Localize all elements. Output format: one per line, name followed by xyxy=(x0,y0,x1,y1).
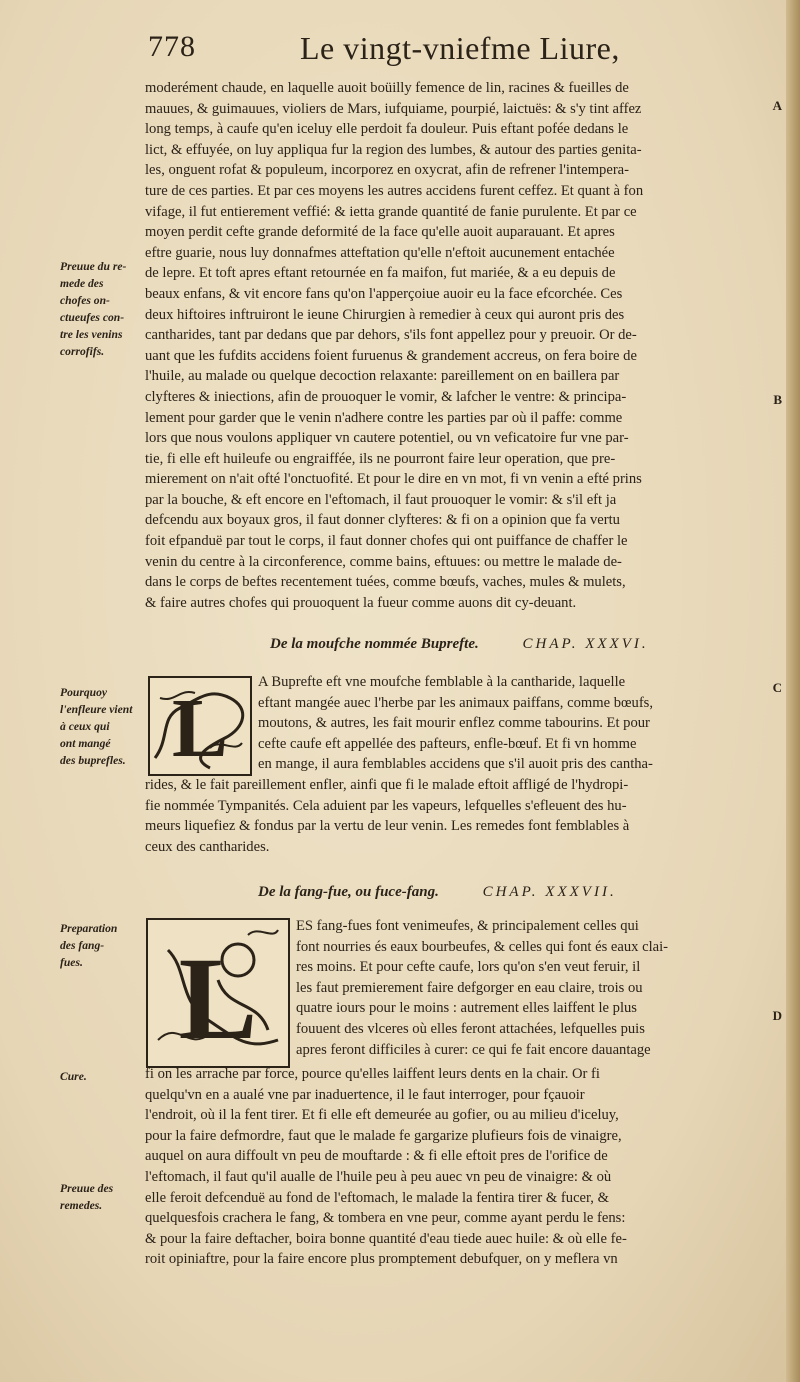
margin-note-line: Cure. xyxy=(60,1070,87,1083)
text-line: apres feront difficiles à curer: ce qui fe fait encore dauantage xyxy=(296,1041,651,1058)
margin-note-cure xyxy=(60,1068,144,1085)
margin-note-preparation xyxy=(60,920,144,971)
page-edge-shadow xyxy=(786,0,800,1382)
margin-note-line: mede des xyxy=(60,277,104,290)
text-line: moderément chaude, en laquelle auoit boüilly femence de lin, racines & fueilles de xyxy=(145,80,629,96)
text-line: long temps, à caufe qu'en iceluy elle perdoit fa douleur. Puis eftant pofée dedans le xyxy=(145,121,629,138)
text-line: dans le corps de beftes recentement tuées, comme bœufs, vaches, mules & mulets, xyxy=(145,574,626,591)
margin-marker-b: B xyxy=(773,392,782,407)
margin-note-line: des buprefles. xyxy=(60,754,126,767)
margin-note-line: l'enfleure vient xyxy=(60,703,133,716)
book-title: Le vingt-vniefme Liure, xyxy=(300,30,620,66)
margin-marker-a: A xyxy=(772,98,782,113)
text-line: venin du centre à la circonference, comme bains, eftuues: ou mettre le malade de- xyxy=(145,553,622,570)
margin-note-line: Preuue du re- xyxy=(60,260,127,273)
chapter-37-title: De la fang-fue, ou fuce-fang. xyxy=(258,884,439,900)
text-line: l'eftomach, il faut qu'il aualle de l'huile peu à peu auec vn peu de vinaigre: & où xyxy=(145,1168,612,1185)
text-line: mierement on n'ait ofté l'onctuofité. Et pour le dire en vn mot, fi vn venin a efté prins xyxy=(145,471,642,488)
text-line: de lepre. Et toft apres eftant retournée en fa maifon, fut mariée, & a eu depuis de xyxy=(145,265,616,282)
margin-note-preuue xyxy=(60,258,144,360)
margin-note-line: des fang- xyxy=(60,939,105,952)
text-line: en mange, il aura femblables accidens que s'il auoit pris des cantha- xyxy=(258,756,653,773)
margin-note-line: Pourquoy xyxy=(60,686,108,699)
svg-text:L: L xyxy=(178,933,258,1064)
text-line: lors que nous voulons appliquer vn cautere potentiel, ou vn veficatoire fur vne par- xyxy=(145,430,629,447)
margin-note-line: Preparation xyxy=(60,922,118,935)
text-line: beaux enfans, & vit encore fans qu'on l'apperçoiue auoir eu la face efcorchée. Ces xyxy=(145,285,623,302)
text-line: meurs liquefiez & fondus par la vertu de leur venin. Les remedes font femblables à xyxy=(145,818,630,835)
text-line: ES fang-fues font venimeufes, & principalement celles qui xyxy=(296,918,639,934)
text-line: fie nommée Tympanités. Cela aduient par les vapeurs, lefquelles s'efleuent des hu- xyxy=(145,797,627,814)
text-line: ceux des cantharides. xyxy=(145,838,270,855)
chapter-36-number: CHAP. XXXVI. xyxy=(522,636,649,652)
text-line: mauues, & guimauues, violiers de Mars, iufquiame, pourpié, laictuës: & s'y tint affez xyxy=(145,100,642,117)
text-line: lement pour garder que le venin n'adhere contre les parties par où il paffe: comme xyxy=(145,409,623,426)
margin-note-line: fues. xyxy=(60,956,83,969)
text-line: cantharides, tant par dedans que par dehors, s'ils font appellez pour y preuoir. Or de- xyxy=(145,327,637,344)
text-line: eftre guarie, nous luy donnafmes atteftation qu'elle n'eftoit aucunement entachée xyxy=(145,244,615,261)
margin-note-line: à ceux qui xyxy=(60,720,110,733)
text-line: ture de ces parties. Et par ces moyens les autres accidens furent ceffez. Et quant à fon xyxy=(145,182,644,199)
text-line: pour la faire defmordre, faut que le malade fe gargarize plufieurs fois de vinaigre, xyxy=(145,1127,622,1144)
text-line: clyfteres & iniections, afin de prouoquer le vomir, & lafcher le ventre: & principa- xyxy=(145,388,627,405)
text-line: l'endroit, où il la fent tirer. Et fi elle eft demeurée au gofier, ou au milieu d'iceluy, xyxy=(145,1107,619,1124)
margin-note-line: corrofifs. xyxy=(60,345,105,358)
chapter-37-first-lines xyxy=(296,916,768,1060)
chapter-37-heading xyxy=(258,884,617,901)
margin-note-line: ctueufes con- xyxy=(60,311,125,324)
text-line: res moins. Et pour cefte caufe, lors qu'on s'en veut feruir, il xyxy=(296,959,641,976)
text-line: lict, & effuyée, on luy appliqua fur la region des lumbes, & autour des parties genita- xyxy=(145,141,642,158)
margin-note-line: Preuue des xyxy=(60,1182,114,1195)
text-line: font nourries és eaux bourbeufes, & celles qui font és eaux clai- xyxy=(296,938,669,955)
text-line: fi on les arrache par force, pource qu'elles laiffent leurs dents en la chair. Or fi xyxy=(145,1066,600,1082)
chapter-36-text xyxy=(145,775,770,857)
running-header xyxy=(140,30,760,70)
text-line: cefte caufe eft appellée des pafteurs, enfle-bœuf. Et fi vn homme xyxy=(258,735,637,752)
chapter-37-text xyxy=(145,1064,770,1270)
margin-marker-d: D xyxy=(772,1008,782,1023)
text-line: vifage, il fut entierement veffié: & ietta grande quantité de fanie purulente. Et par ce xyxy=(145,203,637,220)
decorated-initial-l-chapter-37 xyxy=(146,918,290,1068)
chapter-36-heading xyxy=(270,636,649,653)
text-line: rides, & le fait pareillement enfler, ainfi que fi le malade eftoit affligé de l'hydropi- xyxy=(145,777,629,793)
text-line: & pour la faire deftacher, boira bonne quantité d'eau tiede auec huile: & où elle fe- xyxy=(145,1230,627,1247)
margin-note-line: ont mangé xyxy=(60,737,111,750)
svg-text:L: L xyxy=(171,682,229,774)
text-line: & faire autres chofes qui prouoquent la fueur comme auons dit cy-deuant. xyxy=(145,594,577,611)
margin-note-line: remedes. xyxy=(60,1199,103,1212)
text-line: les, onguent rofat & populeum, incorporez en oxycrat, afin de refrener l'intempera- xyxy=(145,162,630,179)
text-line: quelqu'vn en a aualé vne par inaduertence, il le faut interroger, pour fçauoir xyxy=(145,1086,585,1103)
text-line: par la bouche, & eft encore en l'eftomach, il faut prouoquer le vomir: & s'il eft ja xyxy=(145,491,617,508)
margin-note-line: tre les venins xyxy=(60,328,123,341)
text-line: moyen perdit cefte grande deformité de la face qu'elle auoit auparauant. Et apres xyxy=(145,224,615,241)
text-line: tie, fi elle eft huileufe ou engraiffée, ils ne pourront faire leur operation, que pre- xyxy=(145,450,616,467)
text-line: quelquesfois crachera le fang, & tombera en vne peur, comme ayant perdu le fens: xyxy=(145,1210,626,1227)
decorated-initial-l-chapter-36 xyxy=(148,676,252,776)
text-line: eftant mangée auec l'herbe par les animaux paiffans, comme bœufs, xyxy=(258,694,654,711)
margin-note-pourquoy xyxy=(60,684,144,769)
section-1-text xyxy=(145,78,770,613)
margin-note-line: chofes on- xyxy=(60,294,110,307)
text-line: les faut premierement faire defgorger en eau claire, trois ou xyxy=(296,979,643,996)
text-line: fouuent des vlceres où elles feront attachées, lefquelles puis xyxy=(296,1020,645,1037)
page-number: 778 xyxy=(148,30,196,63)
text-line: foit efpanduë par tout le corps, il faut donner chofes qui ont puiffance de chaffer le xyxy=(145,533,628,550)
ornament-initial-cherub-icon xyxy=(148,920,288,1066)
chapter-36-title: De la moufche nommée Buprefte. xyxy=(270,636,479,652)
margin-marker-c: C xyxy=(772,680,782,695)
text-line: elle feroit defcenduë au fond de l'eftomach, le malade la fentira tirer & fucer, & xyxy=(145,1189,609,1206)
text-line: roit opiniaftre, pour la faire encore plus promptement debufquer, on y meflera vn xyxy=(145,1251,618,1268)
ornament-initial-icon xyxy=(150,678,250,774)
text-line: defcendu aux boyaux gros, il faut donner clyfteres: & fi on a opinion que fa vertu xyxy=(145,512,620,529)
text-line: A Buprefte eft vne moufche femblable à la cantharide, laquelle xyxy=(258,674,626,690)
text-line: quatre iours pour le moins : autrement elles laiffent le plus xyxy=(296,1000,637,1017)
chapter-37-number: CHAP. XXXVII. xyxy=(482,884,617,900)
margin-note-preuue-remedes xyxy=(60,1180,144,1214)
text-line: auquel on aura diffoult vn peu de mouftarde : & fi elle eftoit pres de l'orifice de xyxy=(145,1148,608,1165)
text-line: l'huile, au malade ou quelque decoction relaxante: pareillement on en baillera par xyxy=(145,368,620,385)
text-line: uant que les fufdits accidens foient furuenus & grandement accreus, on fera boire de xyxy=(145,347,637,364)
chapter-36-first-lines xyxy=(258,672,768,775)
text-line: moutons, & autres, les fait mourir enflez comme tabourins. Et pour xyxy=(258,715,650,732)
text-line: deux hiftoires inftruiront le ieune Chirurgien à remedier à ceux qui auront pris des xyxy=(145,306,625,323)
